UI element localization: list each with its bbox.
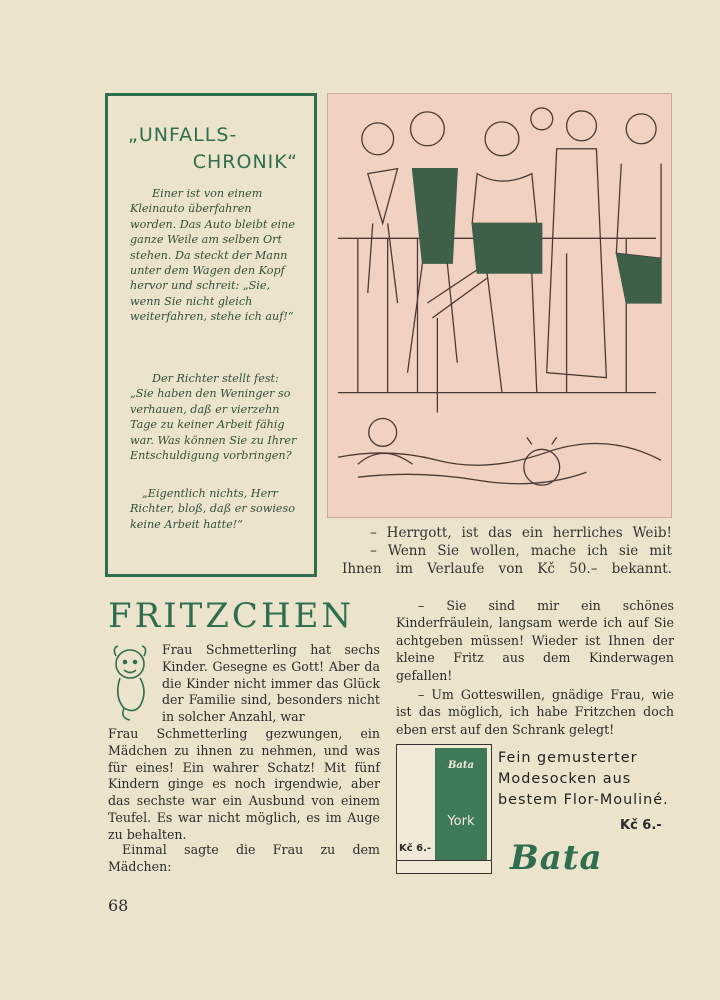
bata-logo: Bata <box>510 838 603 878</box>
fritzchen-right-paragraph-1: – Sie sind mir ein schönes Kinderfräulein, langsam werde ich auf Sie achtgeben müssen! Wieder ist Ihnen der kleine Fritz aus dem Kinderwagen gefallen! <box>396 598 674 683</box>
cartoon-caption <box>342 524 672 578</box>
caption-line-3: Ihnen im Verlaufe von Kč 50.– bekannt. <box>342 561 672 577</box>
fritzchen-paragraph-2: Frau Schmetterling gezwungen, ein Mädchen zu ihnen zu nehmen, und was für eines! Ein wahrer Schatz! Mit fünf Kindern ginge es noch irgendwie, aber das sechste war ein Ausbund von einem Teufel. Es war nicht möglich, es im Auge zu behalten. <box>108 726 380 842</box>
chronik-title <box>128 122 298 176</box>
baby-icon <box>104 642 156 722</box>
package-product-name: York <box>447 814 475 829</box>
ad-copy <box>498 748 674 811</box>
package-divider <box>397 860 491 873</box>
chronik-title-line2: CHRONIK“ <box>192 151 298 173</box>
ad-line-2: Modesocken aus <box>498 771 632 787</box>
sock-package-label <box>435 748 487 860</box>
page-number: 68 <box>108 896 129 915</box>
chronik-story-2: Der Richter stellt fest: „Sie haben den Weninger so verhauen, daß er vierzehn Tage zu keiner Arbeit fähig war. Was können Sie zu Ihrer Entschuldigung vorbringen? <box>130 372 297 463</box>
ad-line-1: Fein gemusterter <box>498 750 638 766</box>
cartoon-drawing <box>328 94 671 517</box>
fritzchen-title: FRITZCHEN <box>108 596 355 636</box>
cartoon-illustration <box>327 93 672 518</box>
ad-line-3: bestem Flor-Mouliné. <box>498 792 669 808</box>
fritzchen-paragraph-1: Frau Schmetterling hat sechs Kinder. Gesegne es Gott! Aber da die Kinder nicht immer das Glück der Familie sind, besonders nicht in solcher Anzahl, war <box>162 642 380 725</box>
chronik-title-line1: „UNFALLS- <box>128 124 238 146</box>
fritzchen-right-paragraph-2: – Um Gotteswillen, gnädige Frau, wie ist das möglich, ich habe Fritzchen doch eben erst auf den Schrank gelegt! <box>396 687 674 737</box>
chronik-story-3: „Eigentlich nichts, Herr Richter, bloß, daß er sowieso keine Arbeit hatte!“ <box>130 487 295 531</box>
sock-package-illustration <box>396 744 492 874</box>
chronik-story-1: Einer ist von einem Kleinauto überfahren worden. Das Auto bleibt eine ganze Weile am selben Ort stehen. Da steckt der Mann unter dem Wagen den Kopf hervor und schreit: „Sie, wenn Sie nicht gleich weiterfahren, stehe ich auf!“ <box>130 187 295 324</box>
caption-line-2: – Wenn Sie wollen, mache ich sie mit <box>370 543 672 559</box>
caption-line-1: – Herrgott, ist das ein herrliches Weib! <box>370 525 672 541</box>
package-brand: Bata <box>447 760 475 771</box>
package-price: Kč 6.- <box>399 843 432 854</box>
unfalls-chronik-box <box>105 93 317 577</box>
fritzchen-paragraph-3: Einmal sagte die Frau zu dem Mädchen: <box>108 842 380 874</box>
fritzchen-right-column <box>396 597 674 740</box>
ad-price: Kč 6.- <box>620 818 662 833</box>
